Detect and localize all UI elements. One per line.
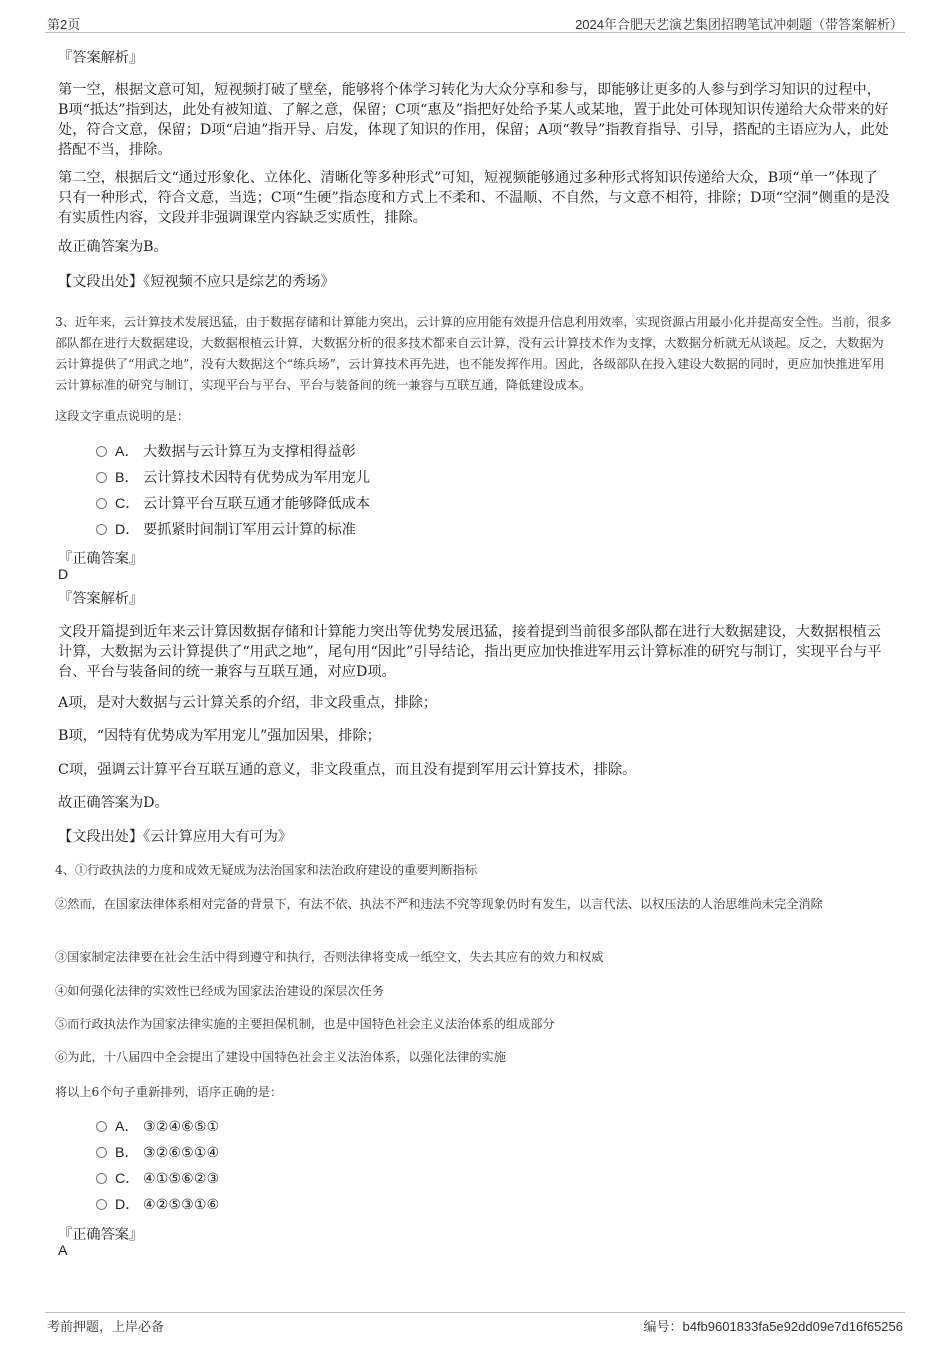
analysis-paragraph: A项，是对大数据与云计算关系的介绍，非文段重点，排除； (58, 695, 438, 711)
correct-answer-statement: 故正确答案为D。 (58, 795, 169, 811)
page-header (45, 12, 905, 33)
radio-button[interactable] (96, 1147, 107, 1158)
option-c[interactable]: C． ④①⑤⑥②③ (96, 1169, 219, 1189)
sentence-1: 4、①行政执法的力度和成效无疑成为法治国家和法治政府建设的重要判断指标 (55, 863, 478, 877)
radio-button[interactable] (96, 1173, 107, 1184)
analysis-paragraph: 文段开篇提到近年来云计算因数据存储和计算能力突出等优势发展迅猛，接着提到当前很多部队都在进行大数据建设，大数据根植云计算，大数据为云计算提供了“用武之地”，尾句用“因此”引导结论，指出更应加快推进军用云计算标准的研究与制订，实现平台与平台、平台与装备间的统一兼容与互联互通，对应D项。 (58, 624, 882, 680)
radio-button[interactable] (96, 446, 107, 457)
question-stem: 3、近年来，云计算技术发展迅猛，由于数据存储和计算能力突出，云计算的应用能有效提升信息利用效率，实现资源占用最小化并提高安全性。当前，很多部队都在进行大数据建设，大数据根植云计算，大数据分析的很多技术都来自云计算，没有云计算技术作为支撑，大数据分析就无从谈起。反之，大数据为云计算提供了“用武之地”，没有大数据这个“练兵场”，云计算技术再先进，也不能发挥作用。因此，各级部队在投入建设大数据的同时，更应加快推进军用云计算标准的研究与制订，实现平台与平台、平台与装备间的统一兼容与互联互通，降低建设成本。 (55, 315, 892, 392)
document-title: 2024年合肥天艺演艺集团招聘笔试冲刺题（带答案解析） (575, 17, 903, 32)
answer-analysis-label: 『答案解析』 (58, 50, 144, 66)
analysis-paragraph: 第二空，根据后文“通过形象化、立体化、清晰化等多种形式”可知，短视频能够通过多种形式将知识传递给大众，B项“单一”体现了只有一种形式，符合文意，当选；C项“生硬”指态度和方式上不柔和、不温顺、不自然，与文意不相符，排除；D项“空洞”侧重的是没有实质性内容，文段并非强调课堂内容缺乏实质性，排除。 (58, 170, 890, 226)
analysis-paragraph: 第一空，根据文意可知，短视频打破了壁垒，能够将个体学习转化为大众分享和参与，即能够让更多的人参与到学习知识的过程中，B项“抵达”指到达，此处有被知道、了解之意，保留；C项“惠及”指把好处给予某人或某地，置于此处可体现知识传递给大众带来的好处，符合文意，保留；D项“启迪”指开导、启发，体现了知识的作用，保留；A项“教导”指教育指导、引导，搭配的主语应为人，此处搭配不当，排除。 (58, 82, 889, 158)
analysis-paragraph: C项，强调云计算平台互联互通的意义，非文段重点，而且没有提到军用云计算技术，排除。 (58, 762, 637, 778)
analysis-paragraph: B项，“因特有优势成为军用宠儿”强加因果，排除； (58, 728, 381, 744)
sentence-5: ⑤而行政执法作为国家法律实施的主要担保机制，也是中国特色社会主义法治体系的组成部分 (55, 1017, 555, 1031)
option-b[interactable]: B． ③②⑥⑤①④ (96, 1143, 219, 1163)
correct-answer-label: 『正确答案』 (58, 551, 144, 567)
answer-analysis-label: 『答案解析』 (58, 591, 144, 607)
footer-slogan: 考前押题，上岸必备 (47, 1319, 165, 1334)
option-d[interactable]: D． 要抓紧时间制订军用云计算的标准 (96, 520, 356, 540)
source-citation: 【文段出处】《短视频不应只是综艺的秀场》 (58, 274, 335, 290)
correct-answer-label: 『正确答案』 (58, 1227, 144, 1243)
radio-button[interactable] (96, 524, 107, 535)
option-d[interactable]: D． ④②⑤③①⑥ (96, 1195, 219, 1215)
radio-button[interactable] (96, 498, 107, 509)
option-c[interactable]: C． 云计算平台互联互通才能够降低成本 (96, 494, 370, 514)
sentence-4: ④如何强化法律的实效性已经成为国家法治建设的深层次任务 (55, 984, 385, 998)
radio-button[interactable] (96, 1199, 107, 1210)
option-a[interactable]: A． 大数据与云计算互为支撑相得益彰 (96, 442, 356, 462)
correct-answer-statement: 故正确答案为B。 (58, 239, 168, 255)
correct-answer-value: D (58, 567, 69, 583)
page-footer (45, 1312, 905, 1335)
option-b[interactable]: B． 云计算技术因特有优势成为军用宠儿 (96, 468, 370, 488)
page-number: 第2页 (47, 17, 81, 32)
question-prompt: 将以上6个句子重新排列，语序正确的是： (55, 1085, 283, 1099)
correct-answer-value: A (58, 1243, 68, 1259)
sentence-6: ⑥为此，十八届四中全会提出了建设中国特色社会主义法治体系，以强化法律的实施 (55, 1050, 506, 1064)
radio-button[interactable] (96, 1121, 107, 1132)
document-id: 编号：b4fb9601833fa5e92dd09e7d16f65256 (643, 1319, 903, 1334)
source-citation: 【文段出处】《云计算应用大有可为》 (58, 829, 293, 845)
question-prompt: 这段文字重点说明的是： (55, 409, 190, 423)
option-a[interactable]: A． ③②④⑥⑤① (96, 1117, 219, 1137)
radio-button[interactable] (96, 472, 107, 483)
sentence-2: ②然而，在国家法律体系相对完备的背景下，有法不依、执法不严和违法不究等现象仍时有发生，以言代法、以权压法的人治思维尚未完全消除 (55, 897, 823, 911)
sentence-3: ③国家制定法律要在社会生活中得到遵守和执行，否则法律将变成一纸空文，失去其应有的效力和权威 (55, 950, 604, 964)
